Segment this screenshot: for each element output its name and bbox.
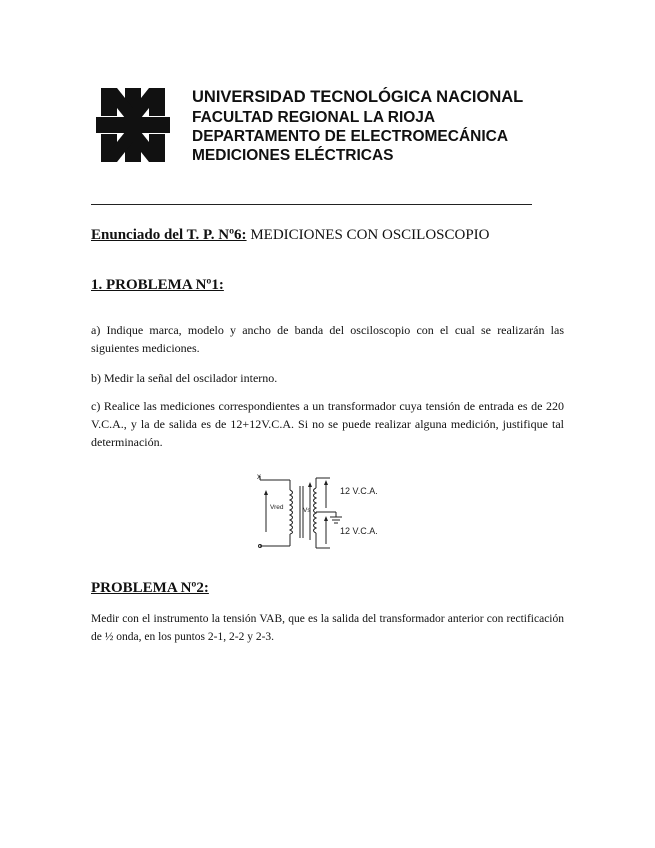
problem1-item-b: b) Medir la señal del oscilador interno. (91, 371, 278, 385)
primary-voltage-label: Vred (270, 504, 284, 511)
utn-logo (96, 88, 170, 162)
faculty-name: FACULTAD REGIONAL LA RIOJA (192, 109, 436, 126)
title-label: Enunciado del T. P. Nº6: (91, 227, 247, 243)
problem2-text: Medir con el instrumento la tensión VAB, que es la salida del transformador anterior con rectificación de ½ onda, en los puntos 2-1, 2-2 y 2-3. (91, 613, 564, 643)
title-text: MEDICIONES CON OSCILOSCOPIO (246, 227, 490, 243)
upper-output-label: 12 V.C.A. (340, 486, 378, 496)
problem2-heading: PROBLEMA Nº2: (91, 580, 209, 596)
transformer-diagram (252, 470, 400, 554)
problem1-heading: 1. PROBLEMA Nº1: (91, 277, 224, 293)
department-name: DEPARTAMENTO DE ELECTROMECÁNICA (192, 128, 509, 145)
problem1-item-a: a) Indique marca, modelo y ancho de banda del osciloscopio con el cual se realizarán las siguientes mediciones. (91, 323, 564, 355)
subject-name: MEDICIONES ELÉCTRICAS (192, 147, 394, 164)
problem1-item-c: c) Realice las mediciones correspondientes a un transformador cuya tensión de entrada es de 220 V.C.A., y la de salida es de 12+12V.C.A. Si no se puede realizar alguna medición, justifique tal determinación. (91, 399, 564, 449)
header-divider (91, 204, 532, 205)
document-title (91, 227, 490, 244)
secondary-voltage-label: Vs (303, 507, 311, 514)
svg-text:x: x (257, 472, 261, 481)
lower-output-label: 12 V.C.A. (340, 526, 378, 536)
university-name: UNIVERSIDAD TECNOLÓGICA NACIONAL (192, 88, 524, 106)
